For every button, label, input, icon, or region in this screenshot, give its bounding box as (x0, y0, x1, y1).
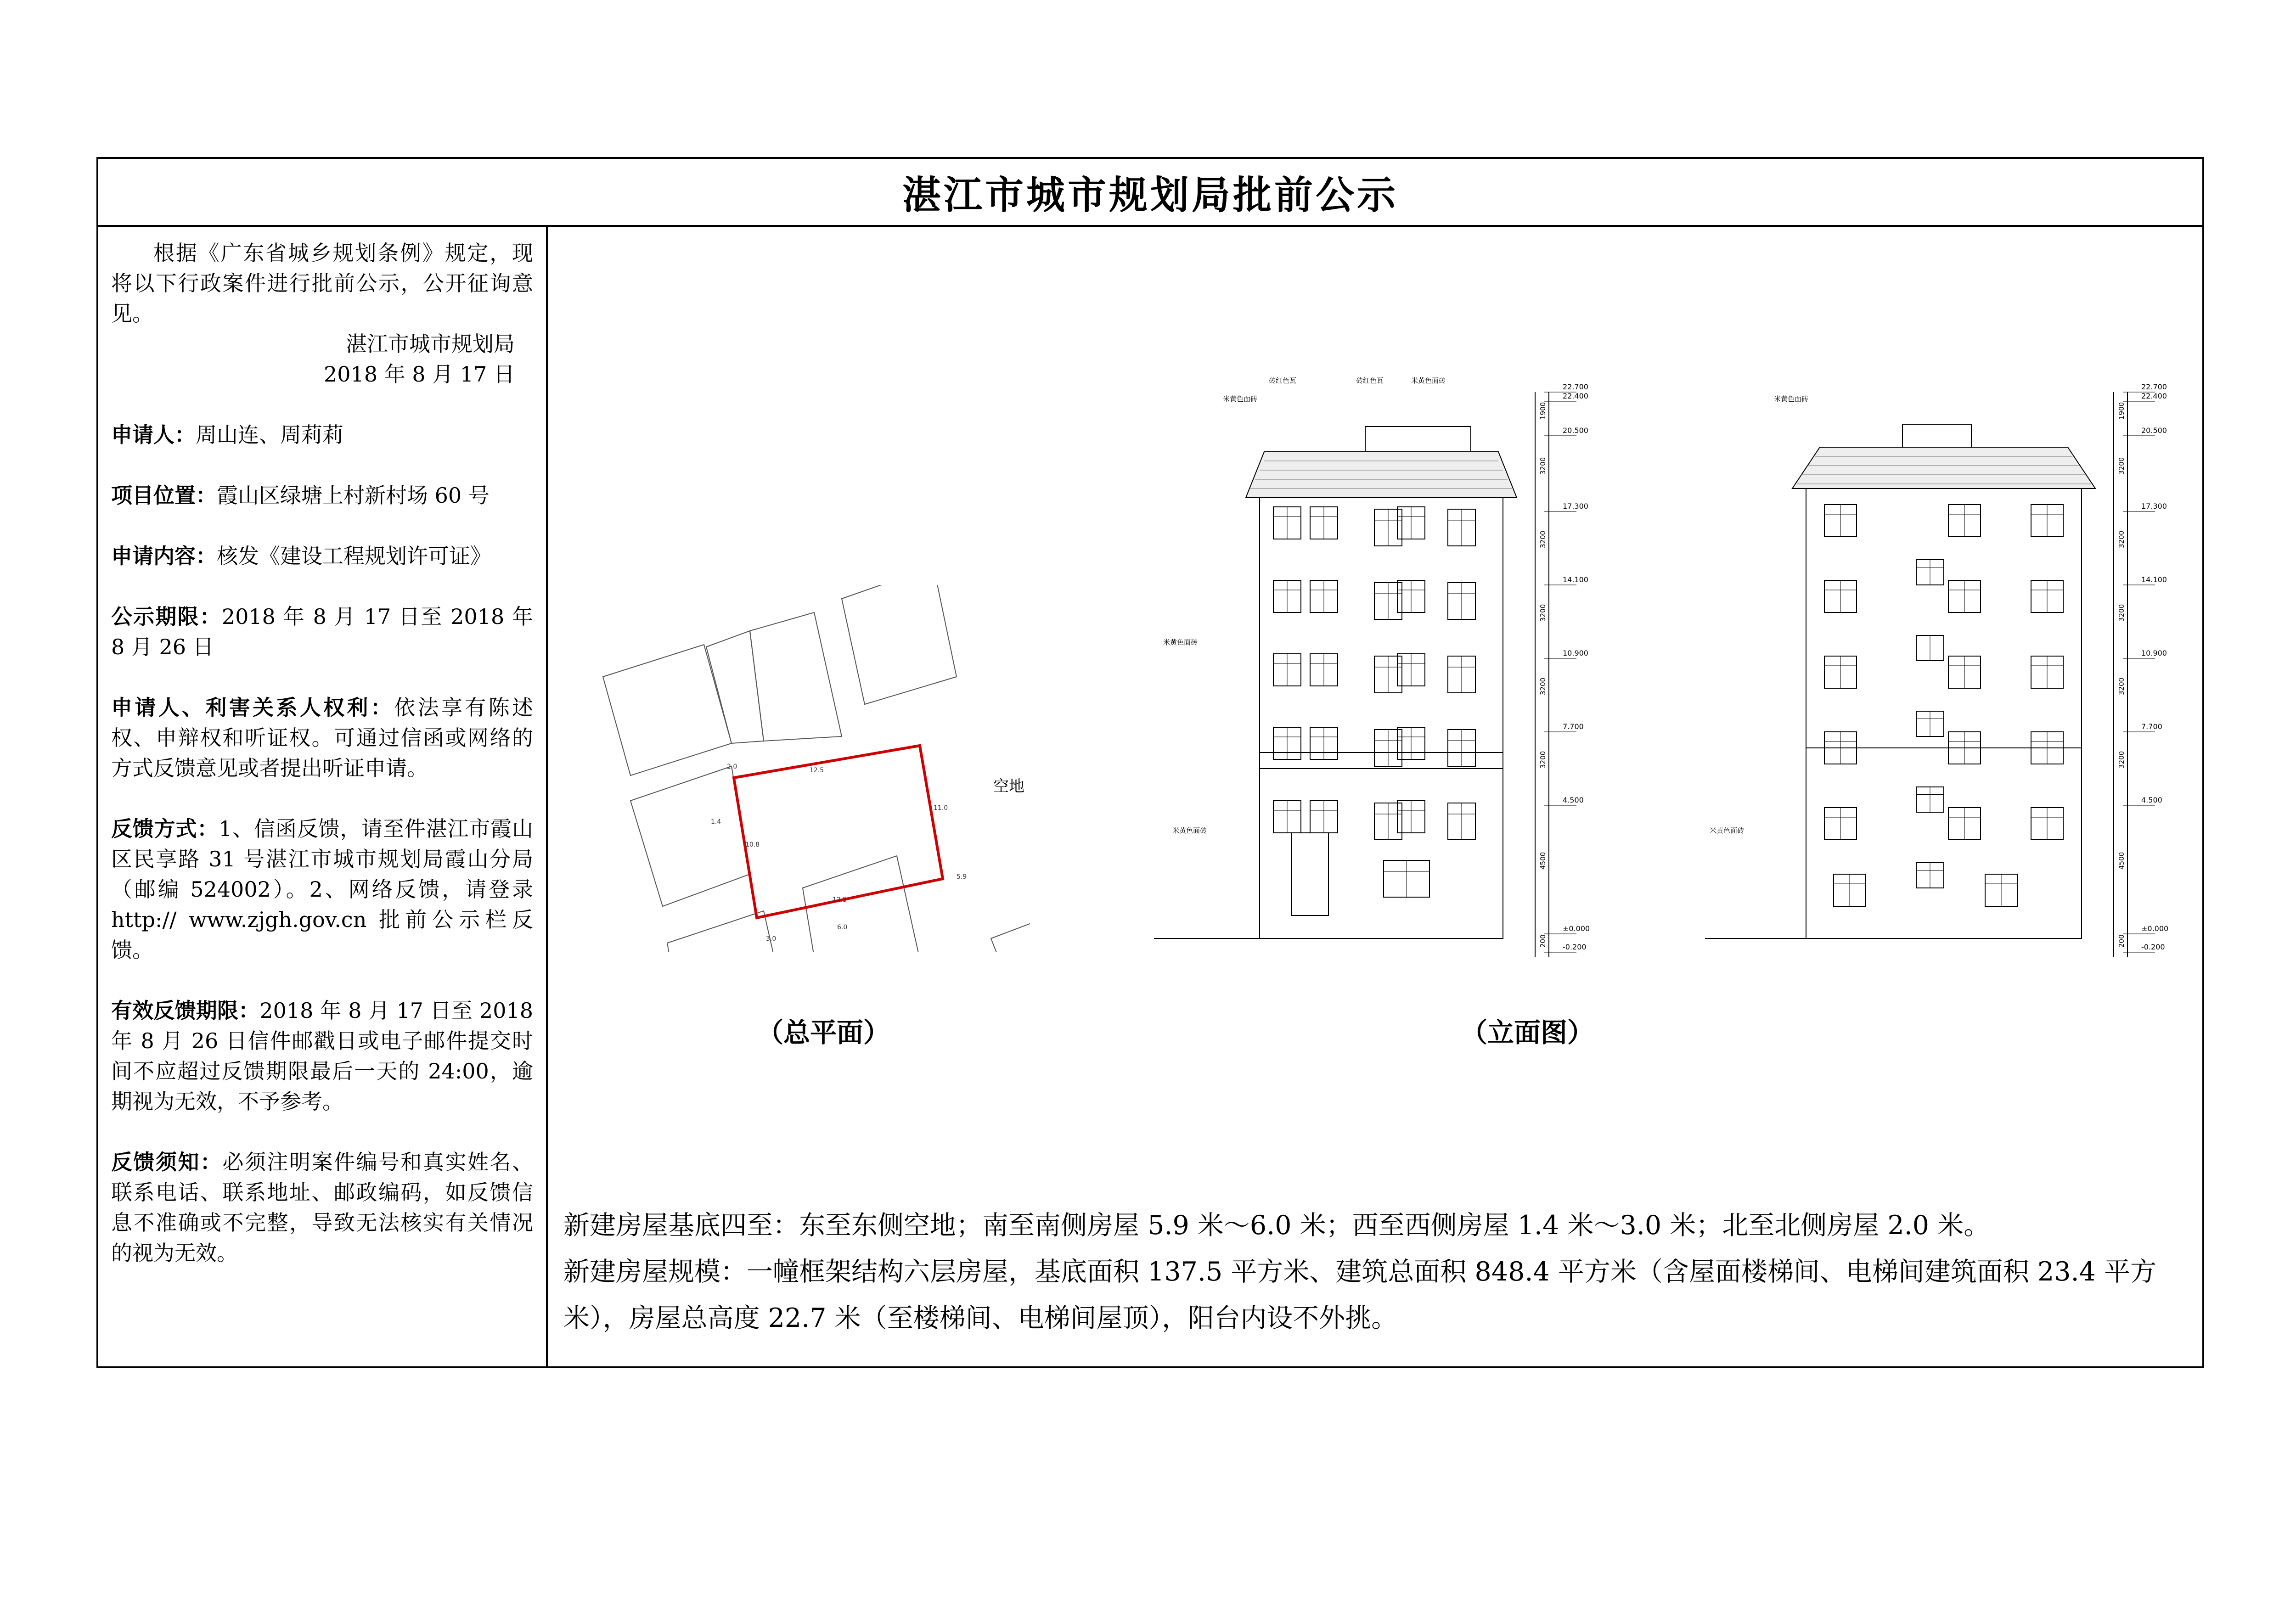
period-value: 2018 年 8 月 17 日至 2018 年 8 月 26 日 (111, 604, 534, 659)
drawings-column (548, 227, 2202, 1366)
location-value: 霞山区绿塘上村新村场 60 号 (217, 483, 490, 508)
content-line (111, 541, 533, 571)
dim-label: 12.5 (833, 896, 847, 904)
dim-label: 11.0 (934, 804, 948, 812)
applicant-label: 申请人： (111, 422, 196, 447)
elevation-label: ±0.000 (1563, 924, 1590, 933)
elevation-label: 22.400 (1563, 392, 1588, 400)
elevation-label: 20.500 (1563, 426, 1588, 435)
dim-label: 5.9 (957, 873, 967, 881)
open-space-label: 空地 (993, 777, 1024, 796)
elevation-label: 17.300 (2141, 502, 2167, 511)
rights-line (111, 692, 533, 783)
elevation-label: 22.700 (1563, 382, 1588, 391)
floor-dim-label: 200 (1539, 934, 1547, 948)
scale-description: 新建房屋规模：一幢框架结构六层房屋，基底面积 137.5 平方米、建筑总面积 848.4 平方米（含屋面楼梯间、电梯间建筑面积 23.4 平方米），房屋总高度 22.7 米（至楼梯间、电梯间屋顶），阳台内设不外挑。 (563, 1257, 2156, 1333)
floor-dim-label: 3200 (1539, 751, 1547, 769)
elevation-marks (2123, 382, 2168, 952)
applicant-value: 周山连、周莉莉 (196, 422, 343, 447)
material-label: 米黄色面砖 (1411, 376, 1446, 385)
elevation-caption: （立面图） (1461, 1017, 1594, 1048)
floor-dim-label: 4500 (1539, 852, 1547, 870)
elevation-label: 4.500 (1563, 796, 1584, 804)
period-label: 公示期限： (111, 604, 222, 629)
content-label: 申请内容： (111, 544, 217, 568)
material-label: 米黄色面砖 (1774, 395, 1809, 403)
neighbor-lot (991, 906, 1030, 952)
side-elevation-drawing (1705, 374, 2201, 1026)
location-label: 项目位置： (111, 483, 217, 508)
site-plan-caption: （总平面） (757, 1017, 890, 1048)
floor-dim-label: 3200 (2117, 457, 2126, 475)
feedback-value: 1、信函反馈，请至件湛江市霞山区民享路 31 号湛江市城市规划局霞山分局（邮编 524002）。2、网络反馈，请登录 http:// www.zjgh.gov.cn 批前公示栏反馈。 (111, 816, 533, 962)
feedback-label: 反馈方式： (111, 816, 219, 841)
roof-outline (1792, 447, 2095, 489)
elevation-label: 7.700 (2141, 722, 2162, 731)
notice-line (111, 1147, 533, 1268)
dim-label: 3.0 (766, 935, 777, 943)
neighbor-lot (667, 911, 787, 952)
feedback-line (111, 814, 533, 965)
neighbor-lot (603, 645, 732, 775)
elevation-label: 20.500 (2141, 426, 2167, 435)
elevation-label: 10.900 (1563, 649, 1588, 657)
title-row (98, 159, 2202, 227)
floor-dim-label: 3200 (1539, 530, 1547, 548)
neighbor-lot (630, 766, 750, 906)
material-label: 米黄色面砖 (1710, 826, 1745, 835)
elevation-label: 14.100 (1563, 575, 1588, 584)
material-label: 米黄色面砖 (1172, 826, 1207, 835)
signer: 湛江市城市规划局 (346, 331, 515, 356)
location-line (111, 480, 533, 511)
elevation-label: 22.400 (2141, 392, 2167, 400)
dim-label: 6.0 (837, 924, 848, 931)
project-description (563, 1202, 2194, 1342)
dim-label: 12.5 (810, 767, 824, 774)
dim-label: 1.4 (711, 818, 721, 826)
elevation-label: 17.300 (1563, 502, 1588, 511)
floor-dim-label: 1900 (1539, 402, 1547, 420)
neighbor-lot (750, 612, 842, 741)
elevation-label: 14.100 (2141, 575, 2167, 584)
material-label: 米黄色面砖 (1223, 395, 1258, 403)
elevation-label: -0.200 (1563, 943, 1587, 951)
material-label: 砖红色瓦 (1356, 376, 1384, 385)
site-plan-drawing (594, 585, 1030, 952)
notice-text-column (98, 227, 548, 1366)
valid-value: 2018 年 8 月 17 日至 2018 年 8 月 26 日信件邮戳日或电子邮件提交时间不应超过反馈期限最后一天的 24:00，逾期视为无效，不予参考。 (111, 998, 533, 1114)
window-grid (1273, 507, 1475, 915)
elevation-label: ±0.000 (2141, 924, 2169, 933)
page-title: 湛江市城市规划局批前公示 (902, 172, 1398, 218)
elevation-label: 7.700 (1563, 722, 1584, 731)
dim-label: 2.0 (727, 763, 737, 770)
floor-dim-label: 1900 (2117, 402, 2126, 420)
front-elevation-drawing (1154, 374, 1650, 1026)
window-grid (1824, 505, 2063, 906)
valid-label: 有效反馈期限： (111, 998, 260, 1023)
floor-dim-label: 3200 (2117, 751, 2126, 769)
elevation-label: 4.500 (2141, 796, 2162, 804)
floor-dim-label: 3200 (1539, 604, 1547, 622)
neighbor-lot (706, 631, 764, 743)
elevation-label: 22.700 (2141, 382, 2167, 391)
door (1292, 833, 1328, 915)
material-label: 米黄色面砖 (1163, 638, 1198, 646)
floor-dim-label: 4500 (2117, 852, 2126, 870)
notice-label: 反馈须知： (111, 1150, 223, 1174)
period-line (111, 601, 533, 662)
rights-value: 依法享有陈述权、申辩权和听证权。可通过信函或网络的方式反馈意见或者提出听证申请。 (111, 695, 534, 781)
elevation-label: 10.900 (2141, 649, 2167, 657)
floor-dim-label: 3200 (1539, 677, 1547, 695)
building-body (1260, 498, 1503, 938)
rights-label: 申请人、利害关系人权利： (111, 695, 394, 720)
applicant-line (111, 420, 533, 450)
neighbor-lot (842, 585, 957, 704)
valid-line (111, 995, 533, 1117)
elevation-marks (1544, 382, 1590, 952)
floor-dim-label: 3200 (1539, 457, 1547, 475)
content-value: 核发《建设工程规划许可证》 (217, 544, 491, 568)
site-boundary (734, 746, 943, 918)
elevation-label: -0.200 (2141, 943, 2165, 951)
floor-dim-label: 200 (2117, 934, 2126, 948)
material-label: 砖红色瓦 (1269, 376, 1297, 385)
floor-dim-label: 3200 (2117, 530, 2126, 548)
dim-label: 10.8 (745, 841, 760, 848)
boundary-description: 新建房屋基底四至：东至东侧空地；南至南侧房屋 5.9 米～6.0 米；西至西侧房屋 1.4 米～3.0 米；北至北侧房屋 2.0 米。 (563, 1210, 1990, 1241)
notice-date: 2018 年 8 月 17 日 (324, 362, 515, 387)
notice-table (96, 157, 2204, 1368)
floor-dim-label: 3200 (2117, 604, 2126, 622)
intro-text: 根据《广东省城乡规划条例》规定，现将以下行政案件进行批前公示，公开征询意见。 (111, 241, 533, 326)
notice-value: 必须注明案件编号和真实姓名、联系电话、联系地址、邮政编码，如反馈信息不准确或不完整，导致无法核实有关情况的视为无效。 (111, 1150, 533, 1265)
floor-dim-label: 3200 (2117, 677, 2126, 695)
roof-outline (1246, 452, 1517, 498)
